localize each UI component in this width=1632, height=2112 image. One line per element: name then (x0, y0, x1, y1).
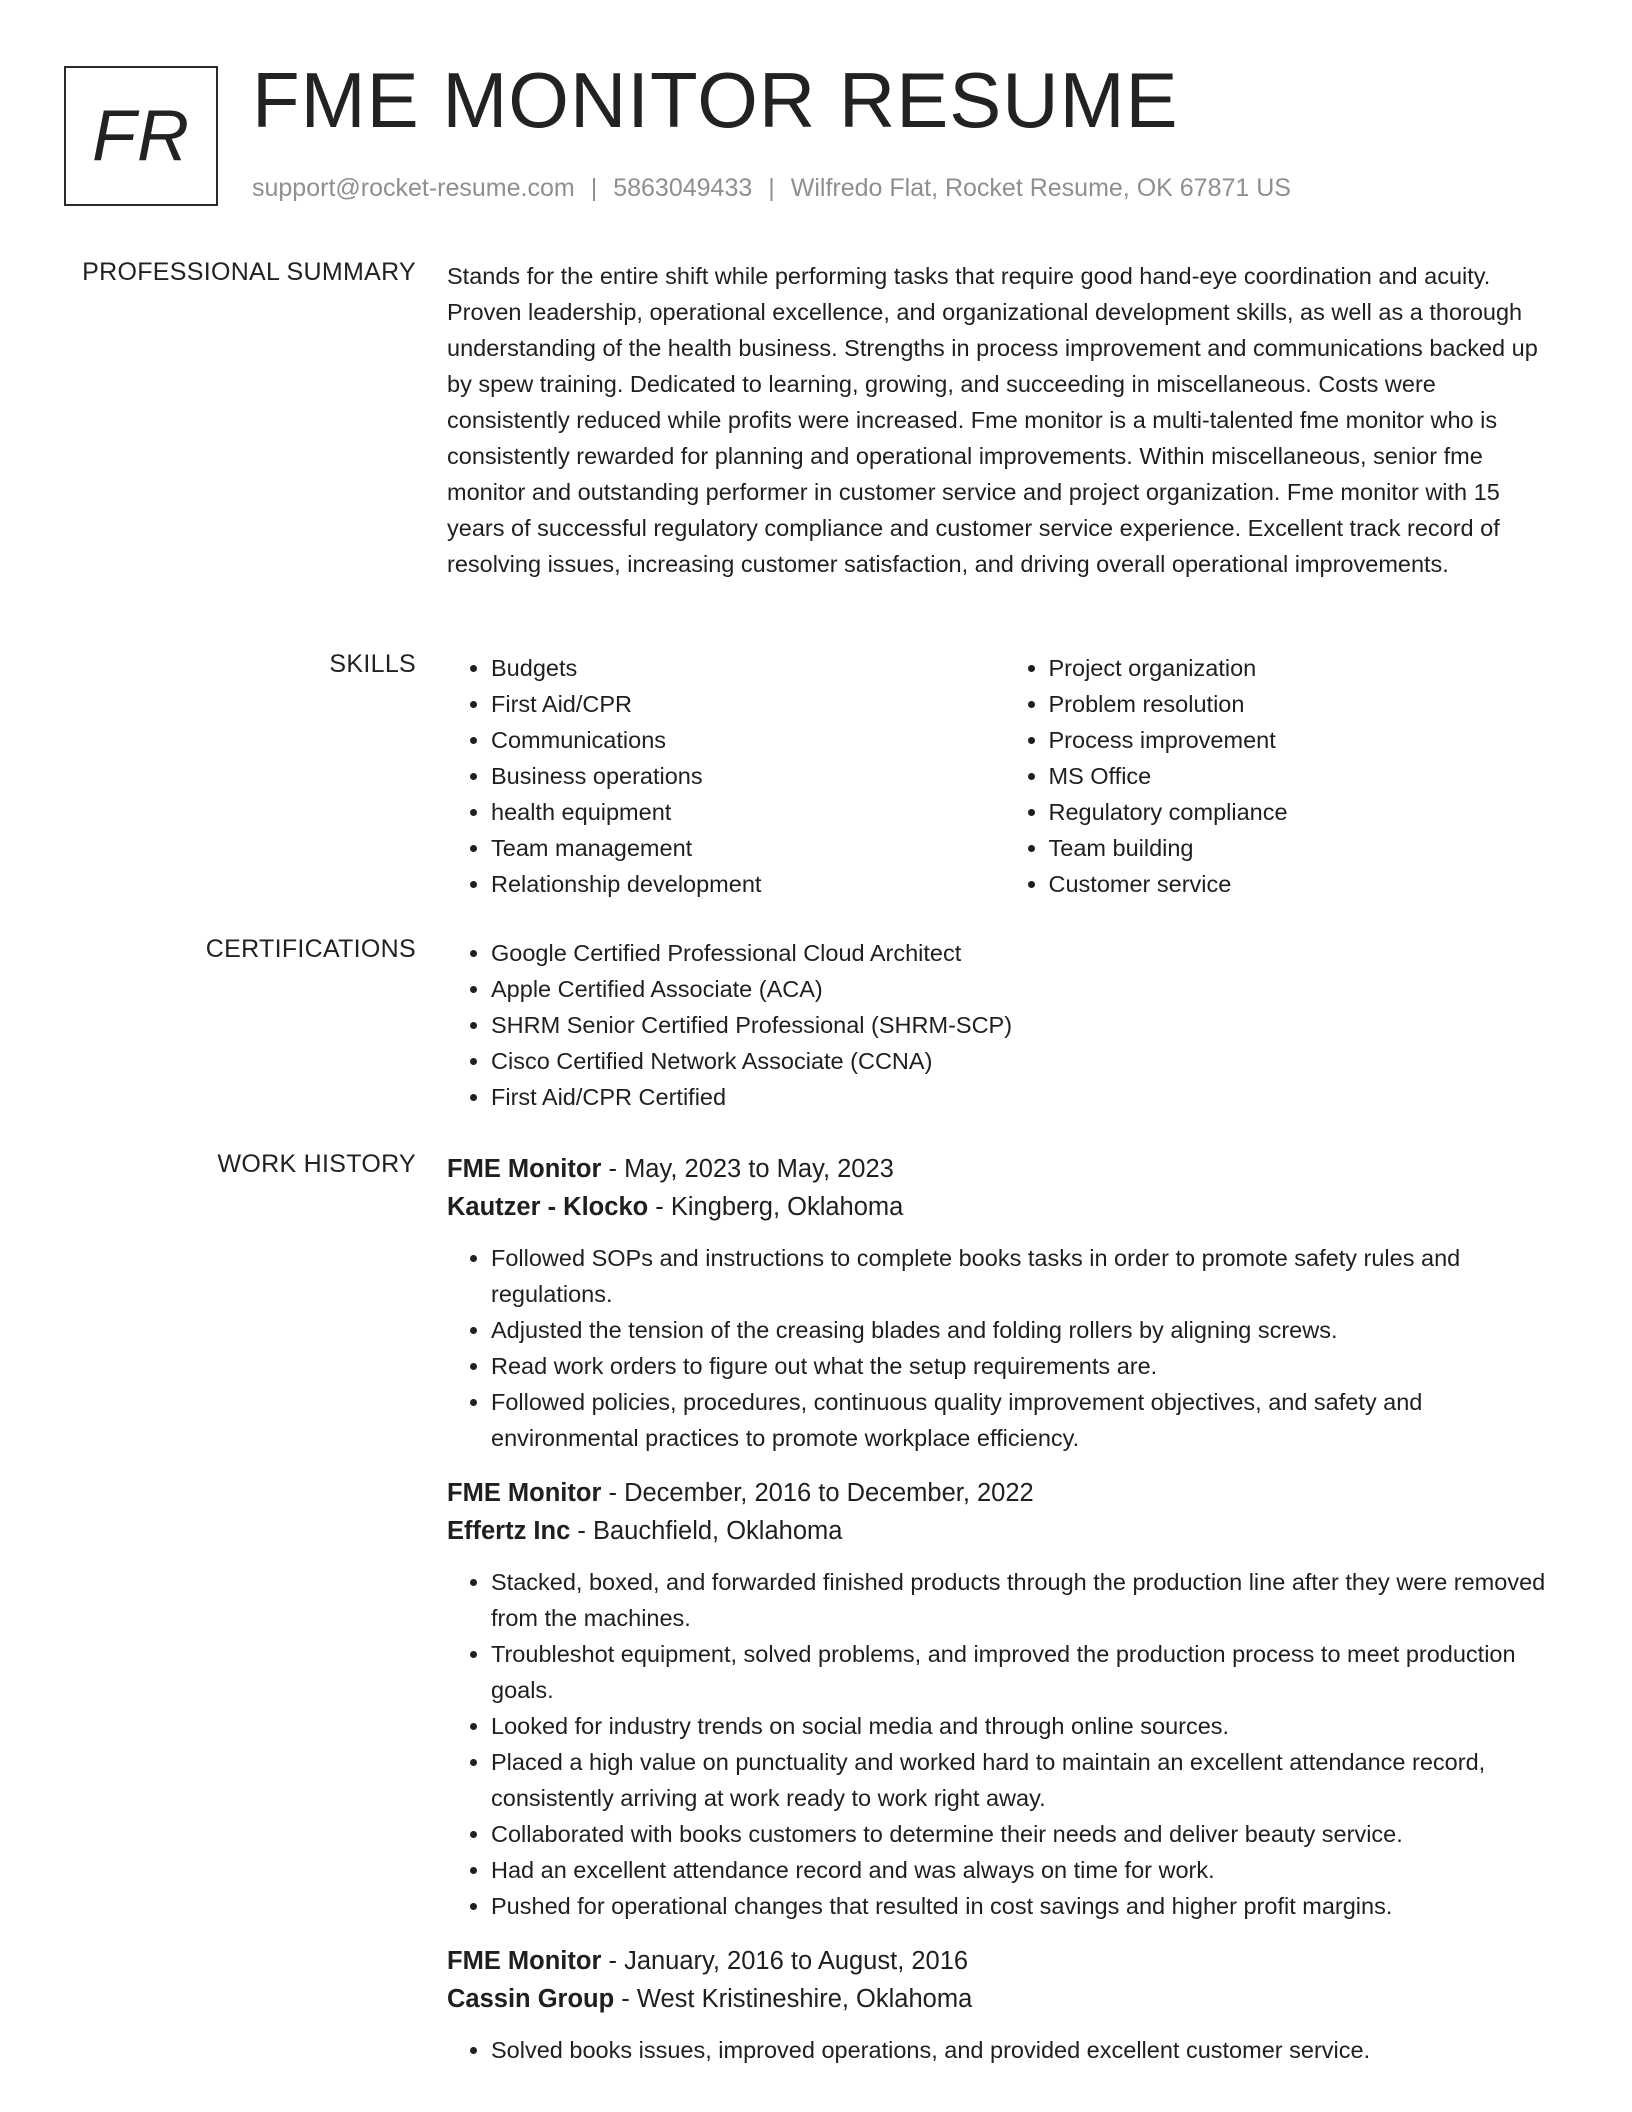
job-title: FME Monitor (447, 1479, 602, 1507)
certification-item: • SHRM Senior Certified Professional (SHRM-SCP) (491, 1007, 1562, 1043)
job-duty: • Placed a high value on punctuality and worked hard to maintain an excellent attendance record, consistently arriving at work ready to work right away. (491, 1744, 1562, 1816)
skill-item: • Process improvement (1049, 722, 1563, 758)
job-duty: • Looked for industry trends on social media and through online sources. (491, 1708, 1562, 1744)
job-duty: • Followed policies, procedures, continuous quality improvement objectives, and safety and environmental practices to promote workplace efficiency. (491, 1384, 1562, 1456)
job-dates: January, 2016 to August, 2016 (624, 1947, 969, 1975)
job-duties-list (447, 2032, 1562, 2068)
skill-item: • Team management (491, 830, 1005, 866)
job-duty: • Adjusted the tension of the creasing blades and folding rollers by aligning screws. (491, 1312, 1562, 1348)
job-title-line: FME Monitor - January, 2016 to August, 2016 (447, 1947, 969, 1975)
summary-text: Stands for the entire shift while performing tasks that require good hand-eye coordination and acuity. Proven leadership, operational excellence, and organizational development skills, as well as a thorough understanding of the health business. Strengths in process improvement and communications backed up by spew training. Dedicated to learning, growing, and succeeding in miscellaneous. Costs were consistently reduced while profits were increased. Fme monitor is a multi-talented fme monitor who is consistently rewarded for planning and operational improvements. Within miscellaneous, senior fme monitor and outstanding performer in customer service and project organization. Fme monitor with 15 years of successful regulatory compliance and customer service experience. Excellent track record of resolving issues, increasing customer satisfaction, and driving overall operational improvements. (447, 263, 1538, 577)
job-location: Bauchfield, Oklahoma (592, 1517, 843, 1545)
job-title-line: FME Monitor - December, 2016 to December, 2022 (447, 1479, 1034, 1507)
skill-item: • Project organization (1049, 650, 1563, 686)
contact-separator: | (590, 174, 598, 202)
job-company: Cassin Group (447, 1985, 615, 2013)
skill-item: • Problem resolution (1049, 686, 1563, 722)
certifications-heading: CERTIFICATIONS (205, 935, 416, 963)
certification-item: • First Aid/CPR Certified (491, 1079, 1562, 1115)
job-duty: • Pushed for operational changes that resulted in cost savings and higher profit margins. (491, 1888, 1562, 1924)
work-history-section (447, 1150, 1562, 2086)
skills-list-right (1005, 650, 1563, 902)
job-title: FME Monitor (447, 1947, 602, 1975)
job-location: Kingberg, Oklahoma (670, 1193, 904, 1221)
skill-item: • Relationship development (491, 866, 1005, 902)
job-duty: • Stacked, boxed, and forwarded finished products through the production line after they were removed from the machines. (491, 1564, 1562, 1636)
job-location: West Kristineshire, Oklahoma (636, 1985, 973, 2013)
skills-heading: SKILLS (329, 650, 416, 678)
contact-address: Wilfredo Flat, Rocket Resume, OK 67871 US (790, 174, 1291, 202)
certifications-list (447, 935, 1562, 1115)
certification-item: • Cisco Certified Network Associate (CCNA) (491, 1043, 1562, 1079)
skill-item: • Budgets (491, 650, 1005, 686)
job-company: Kautzer - Klocko (447, 1193, 649, 1221)
skill-item: • Team building (1049, 830, 1563, 866)
job-duty: • Troubleshot equipment, solved problems, and improved the production process to meet production goals. (491, 1636, 1562, 1708)
skill-item: • health equipment (491, 794, 1005, 830)
job-duty: • Read work orders to figure out what the setup requirements are. (491, 1348, 1562, 1384)
contact-phone: 5863049433 (613, 174, 753, 202)
contact-separator: | (768, 174, 775, 202)
job-dates: May, 2023 to May, 2023 (624, 1155, 894, 1183)
job-dates: December, 2016 to December, 2022 (624, 1479, 1034, 1507)
job-title-line: FME Monitor - May, 2023 to May, 2023 (447, 1155, 894, 1183)
skill-item: • Communications (491, 722, 1005, 758)
contact-line (252, 174, 1291, 203)
job-company: Effertz Inc (447, 1517, 571, 1545)
resume-title: FME MONITOR RESUME (252, 56, 1179, 144)
work-history-heading: WORK HISTORY (217, 1150, 416, 1178)
job-company-line: Kautzer - Klocko - Kingberg, Oklahoma (447, 1193, 904, 1221)
job-duty: • Collaborated with books customers to determine their needs and deliver beauty service. (491, 1816, 1562, 1852)
job-duty: • Solved books issues, improved operations, and provided excellent customer service. (491, 2032, 1562, 2068)
job-company-line: Cassin Group - West Kristineshire, Oklahoma (447, 1985, 973, 2013)
job-company-line: Effertz Inc - Bauchfield, Oklahoma (447, 1517, 843, 1545)
job-duties-list (447, 1564, 1562, 1924)
skill-item: • First Aid/CPR (491, 686, 1005, 722)
job-duty: • Had an excellent attendance record and was always on time for work. (491, 1852, 1562, 1888)
skills-grid (447, 650, 1562, 902)
summary-heading: PROFESSIONAL SUMMARY (82, 258, 416, 286)
skills-list-left (447, 650, 1005, 902)
skill-item: • MS Office (1049, 758, 1563, 794)
skills-section (447, 650, 1562, 902)
skill-item: • Regulatory compliance (1049, 794, 1563, 830)
certification-item: • Google Certified Professional Cloud Architect (491, 935, 1562, 971)
contact-email: support@rocket-resume.com (252, 174, 575, 202)
job-entry (447, 1474, 1562, 1924)
skill-item: • Business operations (491, 758, 1005, 794)
certification-item: • Apple Certified Associate (ACA) (491, 971, 1562, 1007)
job-entry (447, 1942, 1562, 2068)
job-entry (447, 1150, 1562, 1456)
job-duty: • Followed SOPs and instructions to complete books tasks in order to promote safety rules and regulations. (491, 1240, 1562, 1312)
job-duties-list (447, 1240, 1562, 1456)
certifications-section (447, 935, 1562, 1115)
initials-monogram: FR (64, 66, 218, 206)
skill-item: • Customer service (1049, 866, 1563, 902)
summary-section (447, 258, 1562, 582)
job-title: FME Monitor (447, 1155, 602, 1183)
